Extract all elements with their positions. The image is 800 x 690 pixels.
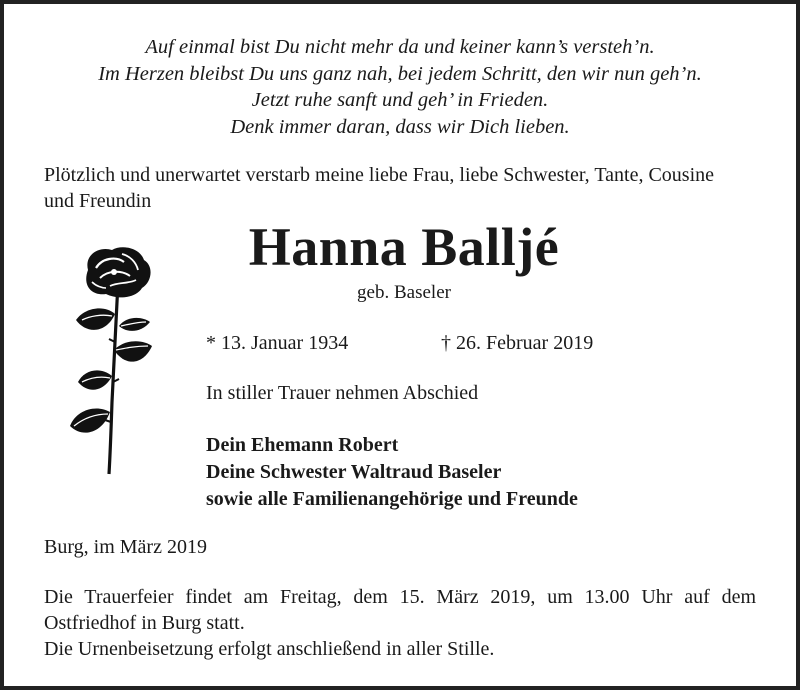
poem-line-3: Jetzt ruhe sanft und geh’ in Frieden.: [251, 89, 549, 111]
poem-line-4: Denk immer daran, dass wir Dich lieben.: [230, 115, 570, 138]
funeral-line-1: Die Trauerfeier findet am Freitag, dem 15. März 2019, um 13.00 Uhr auf dem: [44, 586, 756, 608]
maiden-name: geb. Baseler: [357, 282, 451, 303]
death-date: † 26. Februar 2019: [441, 332, 594, 354]
poem-line-2: Im Herzen bleibst Du uns ganz nah, bei jedem Schritt, den wir nun geh’n.: [98, 62, 702, 85]
mourners-list: [206, 432, 578, 513]
funeral-details: [44, 584, 756, 662]
birth-date: * 13. Januar 1934: [206, 332, 349, 354]
funeral-line-2: Ostfriedhof in Burg statt.: [44, 612, 245, 634]
mourner-3: sowie alle Familienangehörige und Freunde: [206, 488, 578, 510]
deceased-name: Hanna Balljé: [248, 217, 560, 277]
mourner-1: Dein Ehemann Robert: [206, 434, 399, 456]
poem-line-1: Auf einmal bist Du nicht mehr da und keiner kann’s versteh’n.: [145, 36, 655, 58]
death-announcement-text: [44, 162, 758, 214]
place-and-date: Burg, im März 2019: [44, 536, 207, 558]
mourners-heading: In stiller Trauer nehmen Abschied: [206, 382, 479, 404]
intro-line-1: Plötzlich und unerwartet verstarb meine liebe Frau, liebe Schwester, Tante, Cousine: [44, 164, 715, 186]
funeral-line-3: Die Urnenbeisetzung erfolgt anschließend in aller Stille.: [44, 638, 495, 660]
intro-line-2: und Freundin: [44, 190, 152, 212]
mourner-2: Deine Schwester Waltraud Baseler: [206, 461, 502, 483]
memorial-poem: [4, 34, 796, 140]
